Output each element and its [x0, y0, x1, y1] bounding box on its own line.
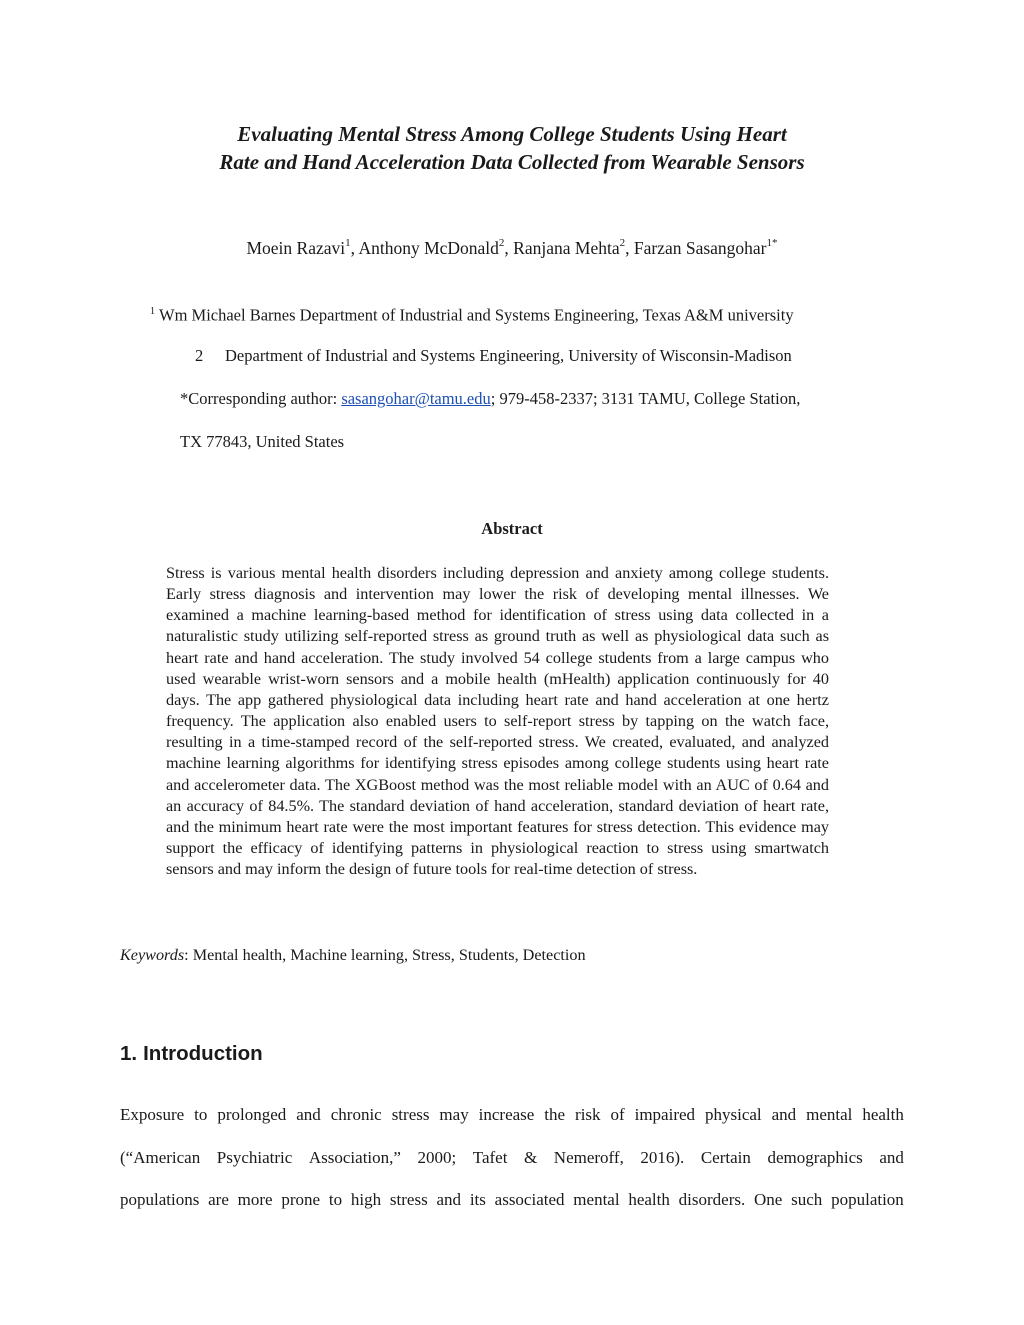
affiliation-marker: 2 — [195, 346, 204, 365]
section-number: 1. — [120, 1042, 138, 1065]
author-list: Moein Razavi$^1$, Anthony McDonald$^2$, Ranjana Mehta$^2$, Farzan Sasangohar$^{1*}$ — [246, 237, 778, 258]
affiliation-marker: 1 — [150, 306, 155, 317]
author-affiliation-marker: 1 — [345, 237, 351, 249]
corresponding-author — [180, 388, 800, 410]
keywords — [120, 945, 586, 966]
affiliation-1 — [150, 301, 794, 327]
author-affiliation-marker: 2 — [619, 237, 626, 249]
author-name: Moein Razavi — [246, 237, 346, 258]
author-name: Ranjana Mehta — [513, 237, 620, 258]
paragraph-line: populations are more prone to high stress and its associated mental health disorders. One such population — [120, 1190, 904, 1209]
corresponding-contact: ; 979-458-2337; 3131 TAMU, College Station, — [490, 389, 801, 408]
corresponding-prefix: *Corresponding author: — [180, 389, 342, 408]
author-name: Anthony McDonald — [358, 237, 499, 258]
abstract-text: Stress is various mental health disorders including depression and anxiety among college students. Early stress diagnosis and intervention may lower the risk of developing mental illnesses. We examined a machine learning-based method for identification of stress using data collected in a naturalistic study utilizing self-reported stress as ground truth as well as physiological data such as heart rate and hand acceleration. The study involved 54 college students from a large campus who used wearable wrist-worn sensors and a mobile health (mHealth) application continuously for 40 days. The app gathered physiological data including heart rate and hand acceleration at one hertz frequency. The application also enabled users to self-report stress by tapping on the watch face, resulting in a time-stamped record of the self-reported stress. We created, evaluated, and analyzed machine learning algorithms for identifying stress episodes among college students using heart rate and accelerometer data. The XGBoost method was the most reliable model with an AUC of 0.64 and an accuracy of 84.5%. The standard deviation of hand acceleration, standard deviation of heart rate, and the minimum heart rate were the most important features for stress detection. This evidence may support the efficacy of identifying patterns in physiological reaction to stress using smartwatch sensors and may inform the design of future tools for real-time detection of stress. — [166, 564, 829, 879]
abstract-heading: Abstract — [481, 519, 543, 538]
section-title: Introduction — [143, 1042, 263, 1065]
affiliation-2 — [195, 345, 792, 367]
title-line-2: Rate and Hand Acceleration Data Collected from Wearable Sensors — [219, 150, 805, 174]
author-affiliation-marker: 1* — [766, 237, 778, 249]
paragraph-line: (“American Psychiatric Association,” 2000; Tafet & Nemeroff, 2016). Certain demographics and — [120, 1147, 904, 1167]
corresponding-email-link[interactable]: sasangohar@tamu.edu — [341, 389, 491, 408]
author-affiliation-marker: 2 — [498, 237, 505, 249]
keywords-list: : Mental health, Machine learning, Stress, Students, Detection — [184, 946, 586, 964]
affiliation-text: Department of Industrial and Systems Engineering, University of Wisconsin-Madison — [225, 346, 792, 365]
section-heading-introduction — [120, 1040, 263, 1068]
title-line-1: Evaluating Mental Stress Among College Students Using Heart — [237, 122, 787, 146]
affiliation-text: Wm Michael Barnes Department of Industrial and Systems Engineering, Texas A&M university — [159, 305, 794, 325]
author-name: Farzan Sasangohar — [633, 237, 767, 258]
corresponding-address: TX 77843, United States — [180, 432, 345, 451]
paper-title — [120, 120, 904, 176]
keywords-label: Keywords — [120, 946, 185, 964]
paragraph-line: Exposure to prolonged and chronic stress may increase the risk of impaired physical and mental health — [120, 1105, 904, 1124]
introduction-paragraph — [120, 1094, 904, 1222]
